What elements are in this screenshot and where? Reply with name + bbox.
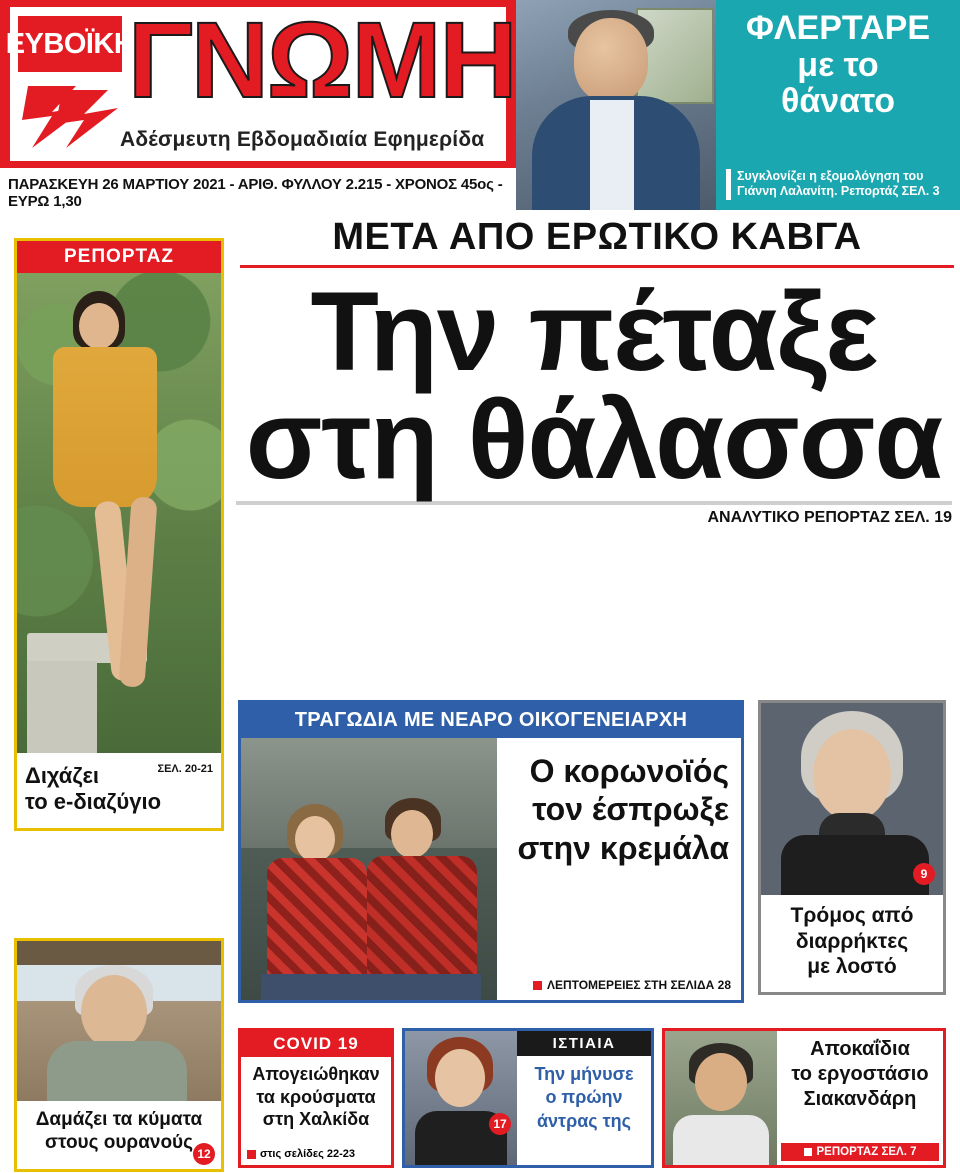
teaser-subtext-row <box>726 169 952 200</box>
left-column <box>14 238 224 831</box>
right-box-caption <box>761 895 943 992</box>
figure-dress <box>53 347 157 507</box>
ceiling-beam <box>17 941 221 965</box>
mid-feature-body <box>241 738 741 1000</box>
logo-badge: ΕΥΒΟΪΚΗ <box>18 16 122 72</box>
man-head <box>695 1053 747 1111</box>
istiaia-photo <box>405 1031 517 1165</box>
mid-feature-headline <box>509 752 729 867</box>
mid-feature-header: ΤΡΑΓΩΔΙΑ ΜΕ ΝΕΑΡΟ ΟΙΚΟΓΕΝΕΙΑΡΧΗ <box>241 703 741 738</box>
reportage-caption <box>17 753 221 828</box>
left-bottom-box[interactable] <box>14 938 224 1172</box>
right-box-text-2: διαρρήκτες <box>795 929 909 953</box>
lead-headline[interactable] <box>236 269 952 502</box>
right-box-photo <box>761 703 943 895</box>
woman-head <box>813 729 891 821</box>
man-jacket <box>47 1041 187 1101</box>
man-head <box>81 975 147 1049</box>
teaser-rule <box>726 169 731 200</box>
lead-footer: ΑΝΑΛΥΤΙΚΟ ΡΕΠΟΡΤΑΖ ΣΕΛ. 19 <box>236 501 952 527</box>
woman-head <box>435 1049 485 1107</box>
square-bullet-icon <box>533 981 542 990</box>
covid-pages: στις σελίδες 22-23 <box>260 1148 355 1160</box>
balcony-background <box>241 738 497 848</box>
istiaia-text <box>517 1056 651 1140</box>
apokaidia-pages-row <box>781 1143 939 1161</box>
teaser-line-1: ΦΛΕΡΤΑΡΕ <box>745 9 931 47</box>
istiaia-box[interactable] <box>402 1028 654 1168</box>
man-head <box>391 810 433 858</box>
covid-text <box>241 1057 391 1137</box>
reportage-label: ΡΕΠΟΡΤΑΖ <box>17 241 221 273</box>
logo-title: ΓΝΩΜΗ <box>128 0 516 120</box>
left-bottom-photo <box>17 941 221 1101</box>
masthead-logo-area <box>0 0 516 210</box>
woman-head <box>295 816 335 862</box>
woman-coat <box>781 835 929 895</box>
mid-feature-detail-row <box>533 978 731 992</box>
lead-kicker: ΜΕΤΑ ΑΠΟ ΕΡΩΤΙΚΟ ΚΑΒΓΑ <box>332 216 862 258</box>
mid-feature-box[interactable] <box>238 700 744 1003</box>
covid-text-3: στη Χαλκίδα <box>262 1109 370 1129</box>
apokaidia-photo <box>665 1031 777 1165</box>
covid-pages-row <box>247 1148 385 1160</box>
lead-kicker-rule <box>240 265 954 268</box>
istiaia-text-area <box>517 1031 651 1165</box>
bottom-strip <box>238 1028 946 1168</box>
reportage-box[interactable] <box>14 238 224 831</box>
teaser-line-2: με το <box>797 45 879 84</box>
left-bottom-caption <box>17 1101 221 1169</box>
istiaia-text-3: άντρας της <box>536 1110 632 1131</box>
apokaidia-text-2: το εργοστάσιο <box>791 1063 929 1085</box>
figure-head <box>79 303 119 349</box>
masthead <box>0 0 960 210</box>
mid-feature-detail: ΛΕΠΤΟΜΕΡΕΙΕΣ ΣΤΗ ΣΕΛΙΔΑ 28 <box>546 978 731 992</box>
teaser-line-3: θάνατο <box>780 82 896 121</box>
masthead-teaser[interactable] <box>716 0 960 210</box>
apokaidia-box[interactable] <box>662 1028 946 1168</box>
masthead-photo <box>516 0 716 210</box>
left-bottom-badge: 12 <box>193 1143 215 1165</box>
covid-header: COVID 19 <box>241 1031 391 1057</box>
teaser-subtext: Συγκλονίζει η εξομολόγηση του Γιάννη Λαλανίτη. Ρεπορτάζ ΣΕΛ. 3 <box>737 168 940 199</box>
covid-text-1: Απογειώθηκαν <box>252 1064 380 1084</box>
masthead-subtitle: Αδέσμευτη Εβδομαδιαία Εφημερίδα <box>120 128 485 151</box>
reportage-text-2: το e-διαζύγιο <box>25 789 162 815</box>
mid-feature-text <box>497 738 741 1000</box>
photo-head <box>574 18 648 102</box>
left-bottom-text-2: στους ουρανούς <box>45 1131 193 1153</box>
wall-block <box>27 661 97 753</box>
square-bullet-icon <box>247 1150 256 1159</box>
photo-shirt <box>590 100 634 210</box>
apokaidia-text-1: Αποκαΐδια <box>810 1038 910 1060</box>
jeans <box>261 974 481 1000</box>
apokaidia-pages: ΡΕΠΟΡΤΑΖ ΣΕΛ. 7 <box>816 1146 917 1158</box>
teaser-headline <box>716 0 960 120</box>
mid-feature-photo <box>241 738 497 1000</box>
reportage-text-1: Διχάζει <box>25 763 100 788</box>
istiaia-header: ΙΣΤΙΑΙΑ <box>517 1031 651 1056</box>
apokaidia-text-3: Σιακανδάρη <box>803 1088 917 1110</box>
apokaidia-text-area <box>777 1031 943 1165</box>
covid-box[interactable] <box>238 1028 394 1168</box>
mid-feature-head-1: Ο κορωνοϊός <box>529 753 729 789</box>
right-box[interactable] <box>758 700 946 995</box>
istiaia-text-1: Την μήνυσε <box>534 1064 634 1084</box>
covid-text-2: τα κρούσματα <box>256 1086 376 1107</box>
right-box-text-1: Τρόμος από <box>790 904 914 927</box>
lightning-bolt-icon <box>22 82 118 152</box>
left-bottom-text-1: Δαμάζει τα κύματα <box>35 1109 203 1130</box>
lead-headline-line-2: στη θάλασσα <box>245 376 943 502</box>
issue-line: ΠΑΡΑΣΚΕΥΗ 26 ΜΑΡΤΙΟΥ 2021 - ΑΡΙΘ. ΦΥΛΛΟΥ 2.215 - ΧΡΟΝΟΣ 45ος - ΕΥΡΩ 1,30 <box>8 176 503 210</box>
man-shirt <box>673 1115 769 1165</box>
lead-kicker-row <box>240 216 954 268</box>
istiaia-text-2: ο πρώην <box>545 1087 623 1108</box>
lead-headline-line-1: Την πέταξε <box>310 269 878 394</box>
mid-feature-head-3: στην κρεμάλα <box>517 829 729 866</box>
mid-feature-head-2: τον έσπρωξε <box>532 791 729 828</box>
right-box-text-3: με λοστό <box>807 955 897 979</box>
reportage-photo <box>17 273 221 753</box>
square-bullet-icon <box>804 1148 812 1156</box>
apokaidia-text <box>783 1037 937 1112</box>
right-box-badge: 9 <box>913 863 935 885</box>
reportage-pages: ΣΕΛ. 20-21 <box>157 763 213 775</box>
istiaia-badge: 17 <box>489 1113 511 1135</box>
